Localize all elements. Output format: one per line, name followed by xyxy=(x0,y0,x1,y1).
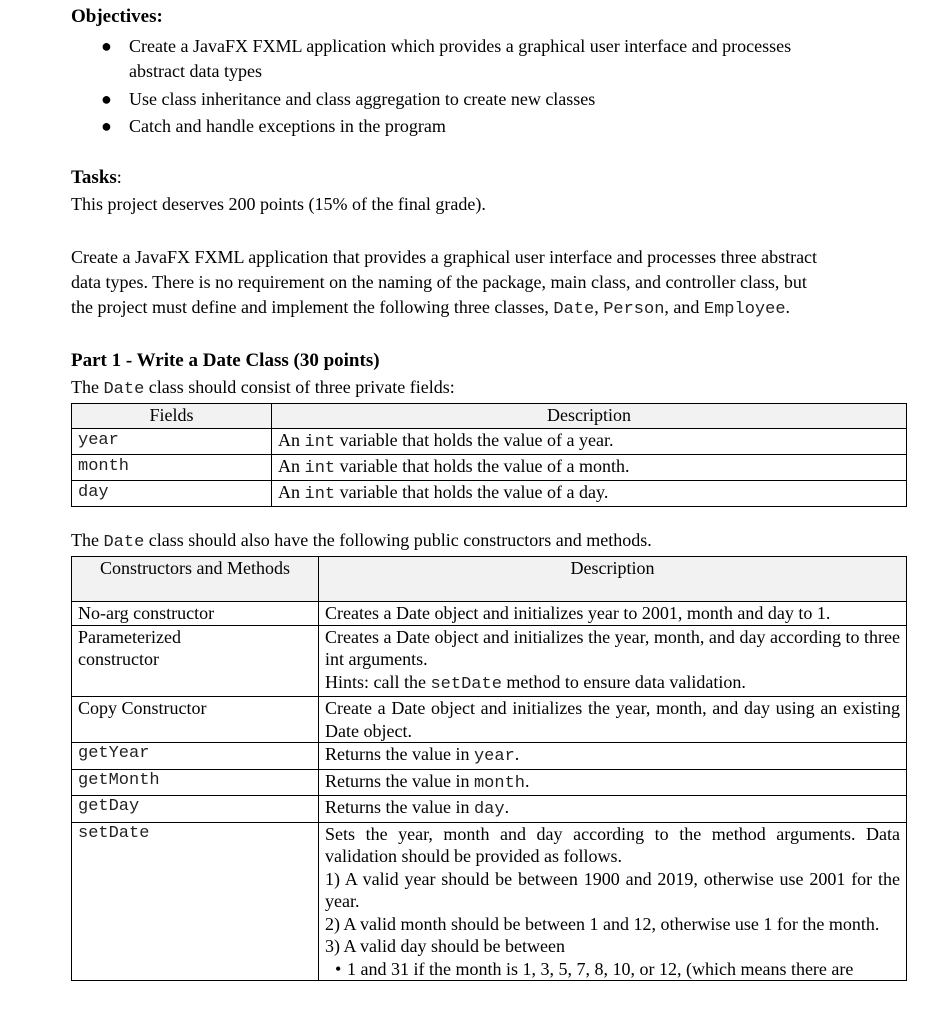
objective-text: abstract data types xyxy=(129,61,262,81)
text: Hints: call the xyxy=(325,671,431,692)
method-name: setDate xyxy=(72,822,319,981)
table-row xyxy=(72,602,907,626)
intro-line xyxy=(71,295,817,322)
bullet-icon: ● xyxy=(101,36,112,56)
objective-text: Catch and handle exceptions in the program xyxy=(129,116,446,136)
intro-line: data types. There is no requirement on the naming of the package, main class, and controller class, but xyxy=(71,272,807,292)
objective-item xyxy=(101,35,792,57)
class-name-person: Person xyxy=(603,300,665,319)
objectives-heading: Objectives: xyxy=(71,6,163,27)
table-row xyxy=(72,455,907,481)
desc-text: Creates a Date object and initializes the year, month, and day according to three int arguments. xyxy=(325,626,900,669)
text: An xyxy=(278,456,305,476)
code: setDate xyxy=(430,674,502,694)
field-description xyxy=(272,481,907,507)
code: month xyxy=(473,773,525,793)
method-description xyxy=(319,796,907,823)
method-description: Create a Date object and initializes the year, month, and day using an existing Date object. xyxy=(319,697,907,743)
text: The xyxy=(71,377,104,397)
intro-line: Create a JavaFX FXML application that provides a graphical user interface and processes three abstract xyxy=(71,247,818,267)
field-name: year xyxy=(72,429,272,455)
col-header-methods: Constructors and Methods xyxy=(72,557,319,602)
fields-table xyxy=(71,403,907,507)
code: day xyxy=(473,800,505,819)
table-row xyxy=(72,481,907,507)
method-description xyxy=(319,769,907,796)
text: Returns the value in xyxy=(325,797,474,817)
method-name: Parameterized constructor xyxy=(72,625,319,697)
desc-text: Sets the year, month and day according to the method arguments. Data validation should be provided as follows. xyxy=(325,823,900,866)
code-date: Date xyxy=(103,380,145,399)
part1-heading: Part 1 - Write a Date Class (30 points) xyxy=(71,350,380,371)
method-name: getDay xyxy=(72,796,319,823)
method-name: No-arg constructor xyxy=(72,602,319,626)
class-name-employee: Employee xyxy=(703,300,786,319)
col-header-description: Description xyxy=(272,404,907,429)
method-description xyxy=(319,822,907,981)
bullet-icon: ● xyxy=(101,89,112,109)
objective-item xyxy=(101,115,446,137)
bullet-icon: ● xyxy=(101,116,112,136)
method-description xyxy=(319,743,907,770)
class-name-date: Date xyxy=(553,300,595,319)
rule-bullet: • 1 and 31 if the month is 1, 3, 5, 7, 8, 10, or 12, (which means there are xyxy=(325,958,900,981)
field-name: day xyxy=(72,481,272,507)
table-row xyxy=(72,429,907,455)
table-row xyxy=(72,769,907,796)
method-description: Creates a Date object and initializes year to 2001, month and day to 1. xyxy=(319,602,907,626)
rule-text: 1) A valid year should be between 1900 and 2019, otherwise use 2001 for the year. xyxy=(325,868,900,911)
table-row xyxy=(72,625,907,697)
text: variable that holds the value of a month. xyxy=(335,456,630,476)
method-name: getYear xyxy=(72,743,319,770)
method-name: getMonth xyxy=(72,769,319,796)
text: Returns the value in xyxy=(325,770,474,791)
period: . xyxy=(785,297,791,317)
col-header-fields: Fields xyxy=(72,404,272,429)
and-text: , and xyxy=(664,297,704,317)
text: An xyxy=(278,482,305,502)
objective-item-continued xyxy=(129,60,262,82)
table-header-row xyxy=(72,404,907,429)
objective-text: Create a JavaFX FXML application which provides a graphical user interface and processes xyxy=(129,36,792,56)
method-name: Copy Constructor xyxy=(72,697,319,743)
table-row xyxy=(72,822,907,981)
field-description xyxy=(272,455,907,481)
rule-text: 2) A valid month should be between 1 and 12, otherwise use 1 for the month. xyxy=(325,913,880,934)
table-row xyxy=(72,796,907,823)
code: int xyxy=(304,433,336,452)
comma: , xyxy=(594,297,604,317)
table-row xyxy=(72,697,907,743)
points-line: This project deserves 200 points (15% of the final grade). xyxy=(71,194,486,214)
tasks-title: Tasks xyxy=(71,167,117,188)
tasks-colon: : xyxy=(116,167,122,187)
table-row xyxy=(72,743,907,770)
text: An xyxy=(278,430,305,450)
methods-table xyxy=(71,556,907,981)
method-description xyxy=(319,625,907,697)
code: year xyxy=(473,747,515,766)
text: variable that holds the value of a day. xyxy=(335,482,609,502)
tasks-heading xyxy=(71,167,122,189)
text: The xyxy=(71,530,104,550)
rule-text: 3) A valid day should be between xyxy=(325,936,565,956)
field-description xyxy=(272,429,907,455)
methods-intro xyxy=(71,530,652,552)
table-header-row xyxy=(72,557,907,602)
text: Returns the value in xyxy=(325,744,474,764)
fields-intro xyxy=(71,377,455,399)
objective-text: Use class inheritance and class aggregation to create new classes xyxy=(129,89,596,109)
text: . xyxy=(524,770,530,791)
hint-text xyxy=(325,671,900,697)
intro-paragraph xyxy=(71,245,817,322)
code: int xyxy=(304,459,336,478)
text: class should also have the following public constructors and methods. xyxy=(144,530,652,550)
objective-item xyxy=(101,88,596,110)
code-date: Date xyxy=(103,533,145,552)
field-name: month xyxy=(72,455,272,481)
text: variable that holds the value of a year. xyxy=(335,430,614,450)
text: method to ensure data validation. xyxy=(501,671,746,692)
text: class should consist of three private fields: xyxy=(144,377,455,397)
intro-text: the project must define and implement the following three classes, xyxy=(71,297,554,317)
code: int xyxy=(304,485,336,504)
text: . xyxy=(514,744,520,764)
text: . xyxy=(504,797,510,817)
col-header-description: Description xyxy=(319,557,907,602)
